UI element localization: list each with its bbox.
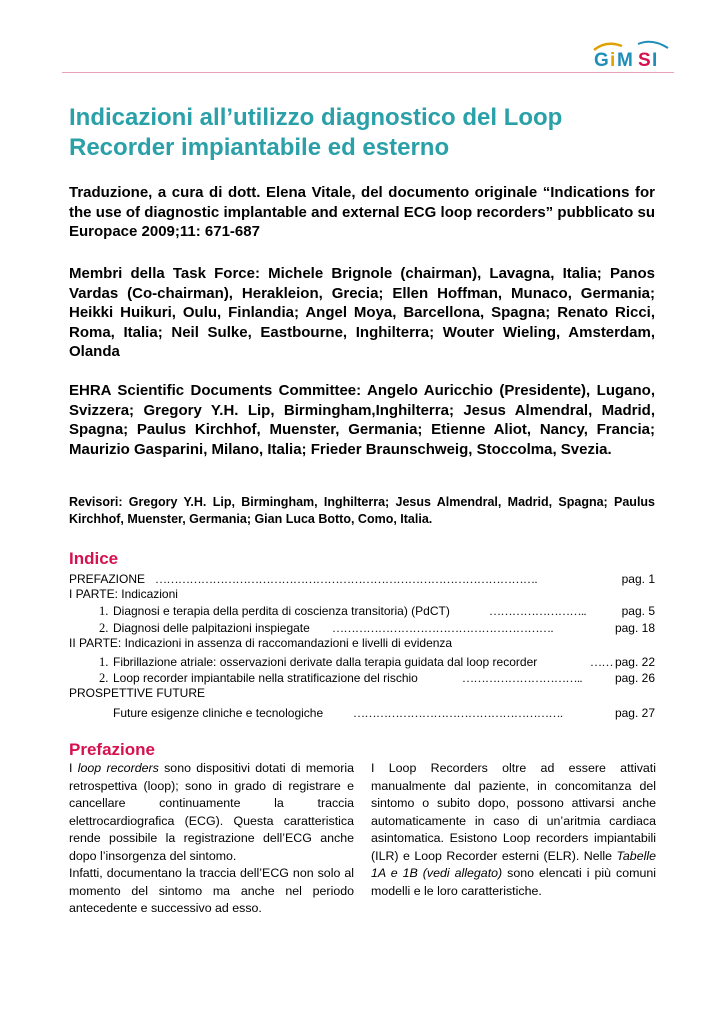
preface-right-column [371,760,656,900]
toc-dots: …… [590,655,613,669]
toc-dots: ………………………………………………. [353,706,563,720]
toc-row-1-1[interactable] [69,603,659,619]
reviewers: Revisori: Gregory Y.H. Lip, Birmingham, Inghilterra; Jesus Almendral, Madrid, Spagna; Paulus Kirchhof, Muenster, Germania; Gian Luca Botto, Como, Italia. [69,495,655,526]
toc-row-2-1[interactable] [69,654,659,670]
toc-label: I PARTE: Indicazioni [69,587,178,601]
toc-label: PROSPETTIVE FUTURE [69,686,206,700]
svg-text:I: I [652,50,658,70]
toc-label: PREFAZIONE [69,572,146,586]
toc-row-2-2[interactable] [69,670,659,686]
toc-page: pag. 18 [614,621,655,635]
toc-number: 2. [99,671,109,685]
task-force-members: Membri della Task Force: Michele Brignole (chairman), Lavagna, Italia; Panos Vardas (Co-chairman), Herakleion, Grecia; Ellen Hoffman, Munaco, Germania; Heikki Huikuri, Oulu, Finlandia; Angel Moya, Barcellona, Spagna; Renato Ricci, Roma, Italia; Neil Sulke, Eastbourne, Inghilterra; Wouter Wieling, Amsterdam, Olanda [69,265,655,360]
preface-left-column [69,760,354,918]
text-run: I [69,761,78,775]
toc-label: Diagnosi delle palpitazioni inspiegate [113,621,310,635]
text-run: sono elencati i più comuni modelli e le loro caratteristiche. [371,866,656,898]
svg-text:i: i [610,50,616,70]
toc-page: pag. 26 [614,671,655,685]
preface-paragraph-3 [371,760,656,900]
toc-page: pag. 1 [621,572,655,586]
toc-label: Loop recorder impiantabile nella stratificazione del rischio [113,671,418,685]
toc-number: 1. [99,655,109,669]
text-run-italic: Tabelle 1A e 1B (vedi allegato) [371,848,656,880]
toc-row-future[interactable] [69,685,659,701]
toc-number: 2. [99,621,109,635]
svg-text:G: G [594,50,609,70]
preface-paragraph-2: Infatti, documentano la traccia dell’ECG non solo al momento del sintomo ma anche nel periodo antecedente e successivo ad esso. [69,866,354,915]
preface-heading: Prefazione [69,740,155,759]
toc-page: pag. 5 [621,604,655,618]
committee-members: EHRA Scientific Documents Committee: Angelo Auricchio (Presidente), Lugano, Svizzera; Gregory Y.H. Lip, Birmingham,Inghilterra; Jesus Almendral, Madrid, Spagna; Paulus Kirchhof, Muenster, Germania; Etienne Aliot, Nancy, Francia; Maurizio Gasparini, Milano, Italia; Frieder Braunschweig, Stoccolma, Svezia. [69,382,655,458]
toc-row-part-1[interactable] [69,586,659,602]
gimsi-logo [592,40,674,70]
text-run: I Loop Recorders oltre ad essere attivati manualmente dal paziente, in concomitanza del sintomo o subito dopo, possono attivarsi anche automaticamente in caso di un’aritmia cardiaca asintomatica. Esistono Loop recorders impiantabili (ILR) e Loop Recorder esterni (ELR). Nelle [371,761,656,863]
toc-label: Diagnosi e terapia della perdita di coscienza transitoria) (PdCT) [113,604,450,618]
svg-text:S: S [638,50,651,70]
text-run: sono dispositivi dotati di memoria retrospettiva (loop); sono in grado di registrare e cancellare continuamente la traccia elettrocardiografica (ECG). Questa caratteristica rende possibile la registrazione dell’ECG anche dopo l’insorgenza del sintomo. [69,761,355,863]
toc-number: 1. [99,604,109,618]
preface-paragraph-1 [69,760,354,865]
toc-label: Fibrillazione atriale: osservazioni derivate dalla terapia guidata dal loop recorder [113,655,538,669]
toc-row-part-2[interactable] [69,635,659,651]
toc-page: pag. 27 [614,706,655,720]
translation-note: Traduzione, a cura di dott. Elena Vitale, del documento originale “Indications for the use of diagnostic implantable and external ECG loop recorders” pubblicato su Europace 2009;11: 671-687 [69,184,655,240]
toc-dots: ………………………………………………………………………………………. [155,572,537,586]
document-title: Indicazioni all’utilizzo diagnostico del Loop Recorder impiantabile ed esterno [69,104,563,161]
toc-label: Future esigenze cliniche e tecnologiche [113,706,324,720]
toc-page: pag. 22 [614,655,655,669]
svg-text:M: M [617,50,633,70]
toc-row-1-2[interactable] [69,620,659,636]
toc-row-future-needs[interactable] [69,705,659,721]
toc-dots: …………………….. [489,604,586,618]
toc-dots: ………………………….. [462,671,582,685]
toc-row-prefazione[interactable] [69,571,659,587]
header-rule [62,72,674,73]
toc-label: II PARTE: Indicazioni in assenza di raccomandazioni e livelli di evidenza [69,636,453,650]
toc-dots: …………………………………………………. [332,621,553,635]
index-heading: Indice [69,549,119,568]
text-run-italic: loop recorders [77,761,159,775]
